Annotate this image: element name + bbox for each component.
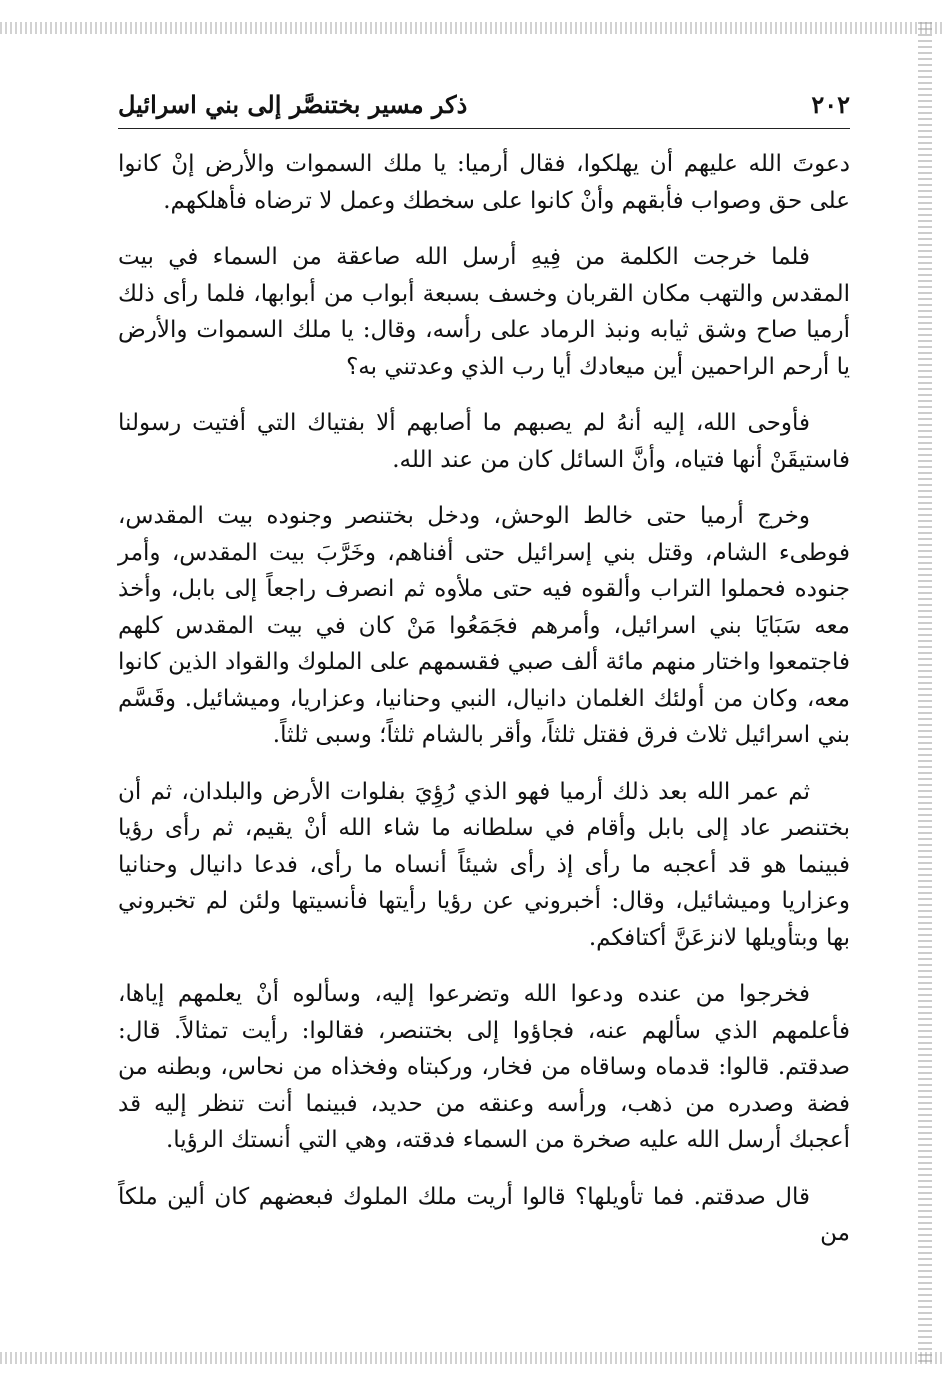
paragraph-4: وخرج أرميا حتى خالط الوحش، ودخل بختنصر وجنوده بيت المقدس، فوطىء الشام، وقتل بني إسرائيل حتى أفناهم، وخَرَّبَ بيت المقدس، وأمر جنوده فحملوا التراب وألقوه فيه حتى ملأوه ثم انصرف راجعاً إلى بابل، وأخذ معه سَبَايَا بني اسرائيل، وأمرهم فجَمَعُوا مَنْ كان في بيت المقدس كلهم فاجتمعوا واختار منهم مائة ألف صبي فقسمهم على الملوك والقواد الذين كانوا معه، وكان من أولئك الغلمان دانيال، النبي وحنانيا، وعزاريا، وميشائيل. وقَسَّم بني اسرائيل ثلاث فرق فقتل ثلثاً، وأقر بالشام ثلثاً؛ وسبى ثلثاً.	[118, 503, 850, 748]
page-number: ٢٠٢	[811, 90, 850, 119]
scan-border-top	[0, 22, 943, 34]
paragraph-6: فخرجوا من عنده ودعوا الله وتضرعوا إليه، وسألوه أنْ يعلمهم إياها، فأعلمهم الذي سألهم عنه، فجاؤوا إلى بختنصر، فقالوا: رأيت تمثالاً. قال: صدقتم. قالوا: قدماه وساقاه من فخار، وركبتاه وفخذاه من نحاس، وبطنه من فضة وصدره من ذهب، ورأسه وعنقه من حديد، فبينما أنت تنظر إليه قد أعجبك أرسل الله عليه صخرة من السماء فدقته، وهي التي أنستك الرؤيا.	[118, 981, 850, 1153]
running-title: ذكر مسير بختنصَّر إلى بني اسرائيل	[118, 90, 468, 119]
page-header	[118, 84, 850, 124]
scan-border-bottom	[0, 1352, 943, 1364]
page-body	[118, 146, 850, 1252]
scan-border-right	[918, 22, 932, 1364]
paragraph-5: ثم عمر الله بعد ذلك أرميا فهو الذي رُؤِيَ بفلوات الأرض والبلدان، ثم أن بختنصر عاد إلى بابل وأقام في سلطانه ما شاء الله أنْ يقيم، ثم رأى رؤيا فبينما هو قد أعجبه ما رأى إذ رأى شيئاً أنساه ما رأى، فدعا دانيال وحنانيا وعزاريا وميشائيل، وقال: أخبروني عن رؤيا رأيتها فأنسيتها ولئن لم تخبروني بها وبتأويلها لانزعَنَّ أكتافكم.	[118, 778, 850, 951]
paragraph-2: فلما خرجت الكلمة من فِيهِ أرسل الله صاعقة من السماء في بيت المقدس والتهب مكان القربان وخسف بسبعة أبواب من أبوابها، فلما رأى ذلك أرميا صاح وشق ثيابه ونبذ الرماد على رأسه، وقال: يا ملك السموات والأرض يا أرحم الراحمين أين ميعادك أيا رب الذي وعدتني به؟	[118, 244, 850, 380]
paragraph-1: دعوتَ الله عليهم أن يهلكوا، فقال أرميا: يا ملك السموات والأرض إنْ كانوا على حق وصواب فأبقهم وأنْ كانوا على سخطك وعمل لا ترضاه فأهلكهم.	[118, 151, 850, 214]
paragraph-3: فأوحى الله، إليه أنهُ لم يصبهم ما أصابهم ألا بفتياك التي أفتيت رسولنا فاستيقَنْ أنها فتياه، وأنَّ السائل كان من عند الله.	[118, 410, 850, 473]
header-rule	[118, 128, 850, 129]
paragraph-7: قال صدقتم. فما تأويلها؟ قالوا أريت ملك الملوك فبعضهم كان ألين ملكاً من	[118, 1183, 850, 1246]
